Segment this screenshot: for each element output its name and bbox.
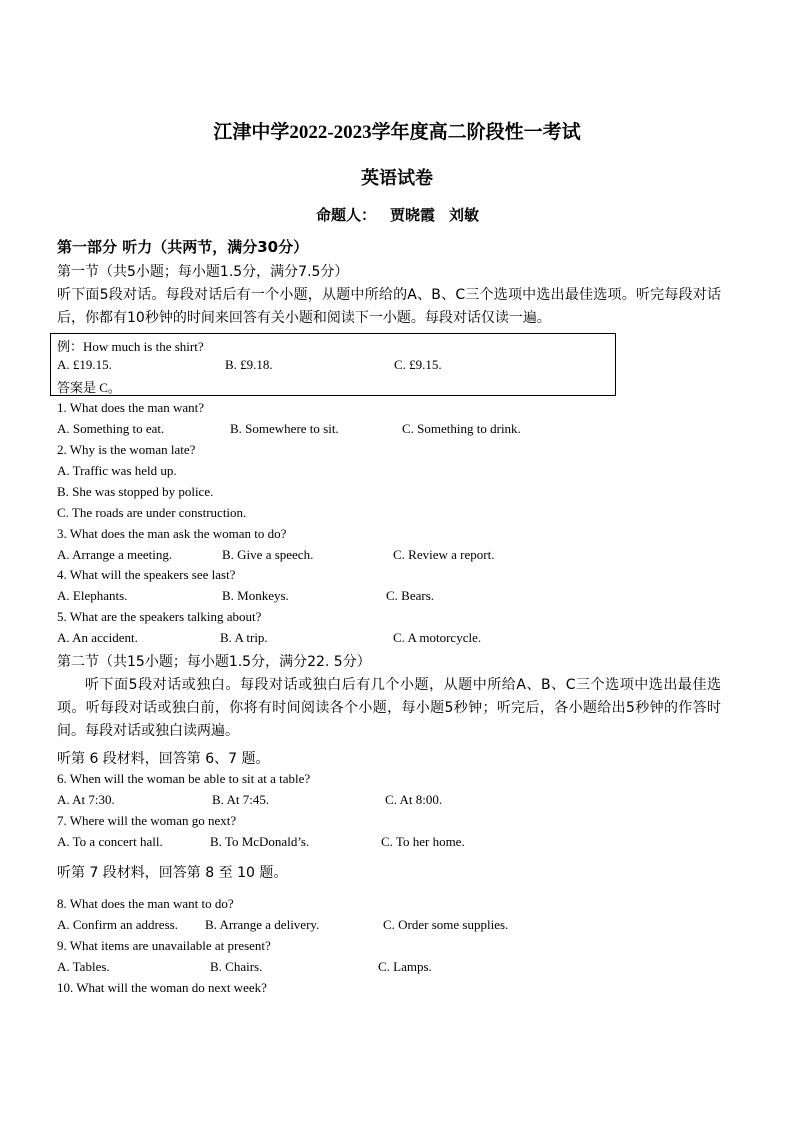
example-answer: 答案是 C。 [57,380,121,395]
question-7: 7. Where will the woman go next? [57,813,237,828]
q2-option-a: A. Traffic was held up. [57,463,177,478]
q4-option-a: A. Elephants. [57,588,128,603]
q6-option-b: B. At 7:45. [212,792,270,807]
q3-option-c: C. Review a report. [393,547,495,562]
q9-option-a: A. Tables. [57,959,110,974]
question-5: 5. What are the speakers talking about? [57,609,262,624]
exam-subtitle: 英语试卷 [361,168,433,188]
q1-option-b: B. Somewhere to sit. [230,421,339,436]
q8-option-b: B. Arrange a delivery. [205,917,320,932]
q8-option-a: A. Confirm an address. [57,917,178,932]
q7-option-a: A. To a concert hall. [57,834,163,849]
q9-option-b: B. Chairs. [210,959,263,974]
q2-option-c: C. The roads are under construction. [57,505,247,520]
section2-instructions: 听下面5段对话或独白。每段对话或独白后有几个小题，从题中所给A、B、C三个选项中选出最佳选项。听每段对话或独白前，你将有时间阅读各个小题，每小题5秒钟；听完后，各小题给出5秒钟的作答时间。每段对话或独白读两遍。 [57,677,721,739]
q6-option-c: C. At 8:00. [385,792,443,807]
section2-heading: 第二节（共15小题；每小题1.5分，满分22. 5分） [57,654,371,670]
question-1: 1. What does the man want? [57,400,205,415]
q1-option-a: A. Something to eat. [57,421,165,436]
q7-option-c: C. To her home. [381,834,465,849]
q5-option-b: B. A trip. [220,630,268,645]
section1-instructions: 听下面5段对话。每段对话后有一个小题，从题中所给的A、B、C三个选项中选出最佳选项。听完每段对话后，你都有10秒钟的时间来回答有关小题和阅读下一小题。每段对话仅读一遍。 [57,287,721,326]
q6-option-a: A. At 7:30. [57,792,115,807]
part1-heading: 第一部分 听力（共两节，满分30分） [57,238,309,256]
example-option-b: B. £9.18. [225,357,273,372]
q1-option-c: C. Something to drink. [402,421,521,436]
q4-option-c: C. Bears. [386,588,435,603]
q3-option-b: B. Give a speech. [222,547,314,562]
q9-option-c: C. Lamps. [378,959,432,974]
authors-label: 命题人： [316,208,377,224]
material-7-instruction: 听第 7 段材料，回答第 8 至 10 题。 [57,865,288,881]
question-10: 10. What will the woman do next week? [57,980,267,995]
author-1: 贾晓霞 [390,208,436,224]
question-2: 2. Why is the woman late? [57,442,196,457]
exam-title: 江津中学2022-2023学年度高二阶段性一考试 [213,122,581,143]
author-2: 刘敏 [449,208,480,224]
section1-heading: 第一节（共5小题；每小题1.5分，满分7.5分） [57,264,349,280]
example-option-a: A. £19.15. [57,357,112,372]
example-option-c: C. £9.15. [394,357,442,372]
q2-option-b: B. She was stopped by police. [57,484,214,499]
question-6: 6. When will the woman be able to sit at a table? [57,771,311,786]
q7-option-b: B. To McDonald’s. [210,834,310,849]
question-8: 8. What does the man want to do? [57,896,234,911]
question-3: 3. What does the man ask the woman to do? [57,526,287,541]
example-question: 例：How much is the shirt? [57,339,204,354]
q8-option-c: C. Order some supplies. [383,917,509,932]
material-6-instruction: 听第 6 段材料，回答第 6、7 题。 [57,751,270,767]
q5-option-c: C. A motorcycle. [393,630,482,645]
question-4: 4. What will the speakers see last? [57,567,236,582]
q4-option-b: B. Monkeys. [222,588,289,603]
authors-line [316,204,479,225]
q3-option-a: A. Arrange a meeting. [57,547,173,562]
q5-option-a: A. An accident. [57,630,138,645]
question-9: 9. What items are unavailable at present? [57,938,271,953]
